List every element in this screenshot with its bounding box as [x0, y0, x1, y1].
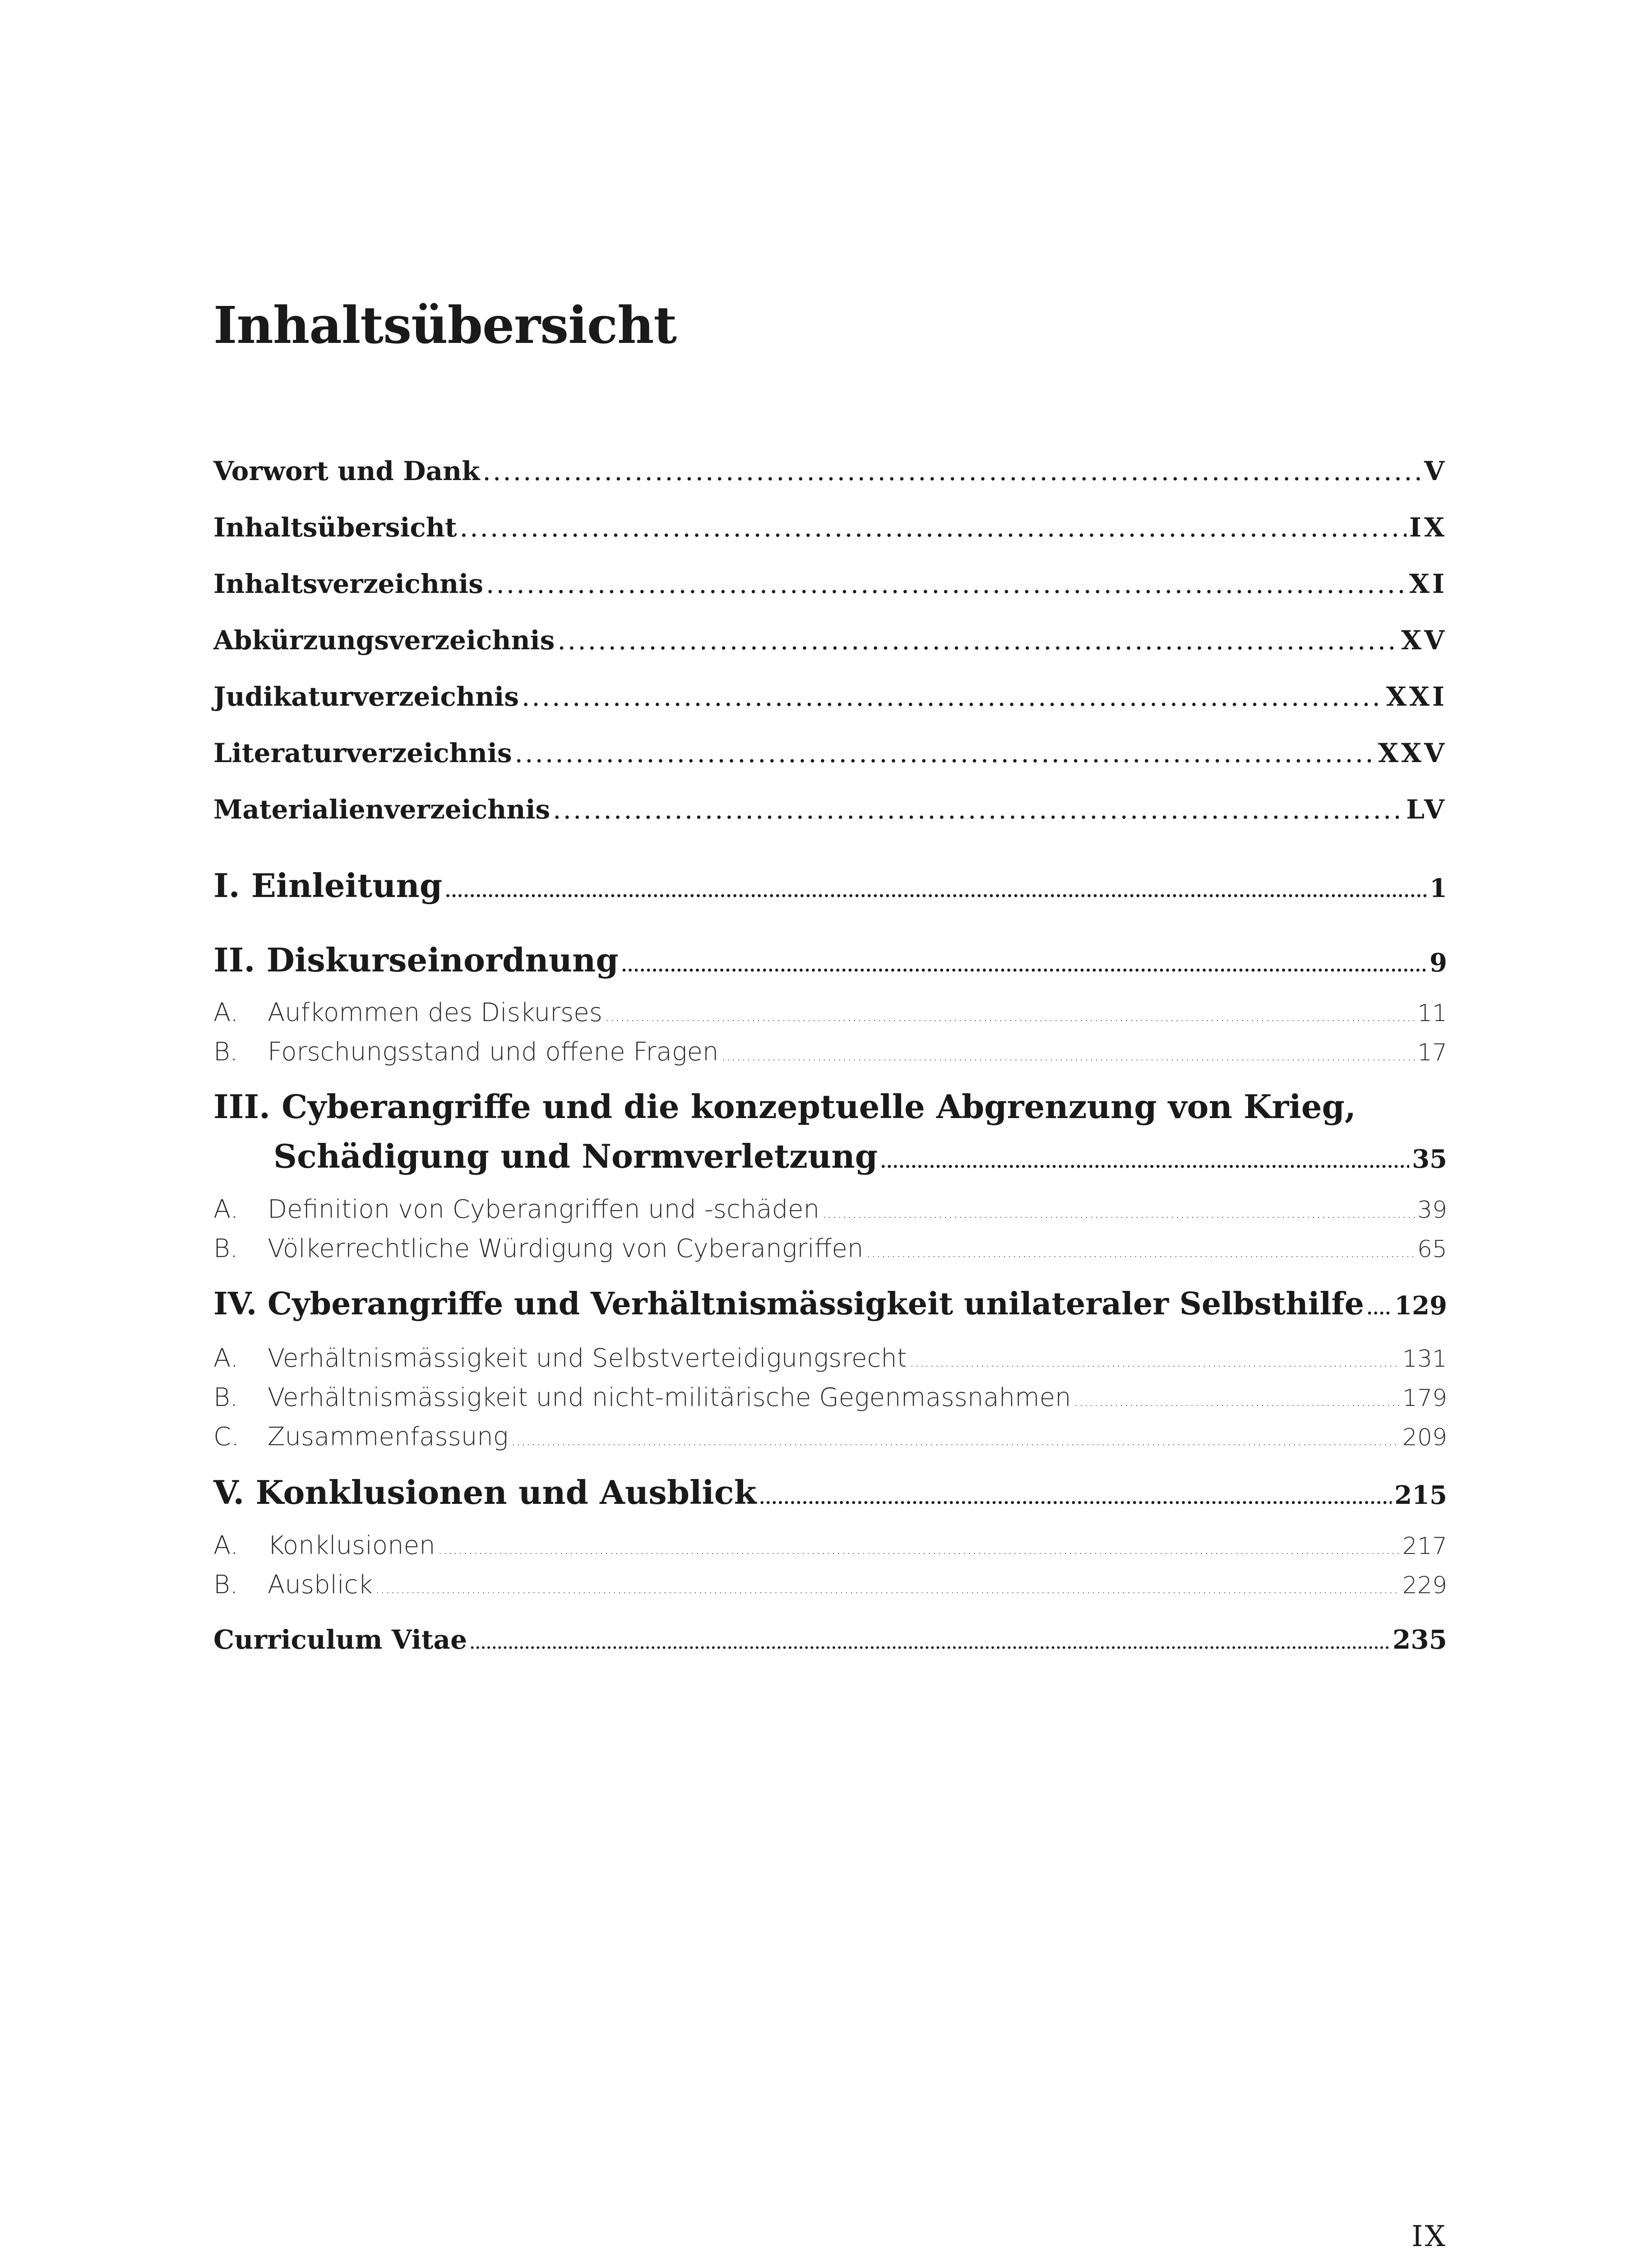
- toc-section[interactable]: [213, 1570, 1447, 1600]
- toc-entry-page: XV: [1401, 625, 1447, 656]
- toc-chapter-page: 35: [1412, 1144, 1447, 1174]
- toc-section[interactable]: [213, 998, 1447, 1027]
- dot-leader: [486, 569, 1407, 599]
- dot-leader: [375, 1580, 1400, 1597]
- dot-leader: [822, 1204, 1415, 1221]
- toc-section-page: 229: [1402, 1572, 1447, 1599]
- toc-section-number: A.: [213, 1195, 239, 1224]
- toc-entry-label: Inhaltsverzeichnis: [213, 569, 483, 599]
- toc-chapter-5[interactable]: [213, 1473, 1447, 1512]
- toc-entry-inhaltsverzeichnis[interactable]: [213, 569, 1447, 599]
- toc-section-page: 11: [1417, 1000, 1447, 1027]
- dot-leader: [460, 512, 1407, 543]
- toc-entry-vorwort[interactable]: [213, 456, 1447, 486]
- toc-section[interactable]: [213, 1344, 1447, 1373]
- dot-leader: [759, 1489, 1392, 1508]
- toc-section-number: B.: [213, 1383, 238, 1412]
- toc-chapter-page: 129: [1394, 1291, 1447, 1321]
- toc-entry-label: Judikaturverzeichnis: [213, 681, 519, 712]
- toc-section-number: A.: [213, 1344, 239, 1373]
- toc-chapter-4[interactable]: [213, 1286, 1447, 1322]
- toc-section-label: Ausblick: [268, 1570, 373, 1600]
- toc-section-label: Forschungsstand und offene Fragen: [268, 1037, 719, 1067]
- toc-entry-label: Materialienverzeichnis: [213, 794, 551, 825]
- dot-leader: [721, 1047, 1414, 1064]
- dot-leader: [482, 456, 1421, 486]
- dot-leader: [557, 625, 1398, 656]
- toc-section-label: Definition von Cyberangriffen und -schäden: [268, 1195, 820, 1224]
- toc-section-label: Zusammenfassung: [268, 1422, 509, 1452]
- page-title: Inhaltsübersicht: [213, 296, 677, 355]
- dot-leader: [511, 1432, 1399, 1449]
- toc-section[interactable]: [213, 1422, 1447, 1452]
- toc-entry-page: V: [1424, 456, 1447, 486]
- toc-entry-inhaltsuebersicht[interactable]: [213, 512, 1447, 543]
- dot-leader: [1074, 1392, 1400, 1410]
- toc-section-page: 39: [1417, 1197, 1447, 1224]
- toc-entry-page: LV: [1406, 794, 1447, 825]
- toc-entry-label: Inhaltsübersicht: [213, 512, 457, 543]
- toc-section-page: 209: [1402, 1424, 1447, 1451]
- toc-section-label: Verhältnismässigkeit und nicht-militärische Gegenmassnahmen: [268, 1383, 1071, 1412]
- toc-entry-page: XXV: [1378, 738, 1447, 768]
- toc-section-number: B.: [213, 1570, 238, 1600]
- toc-section-page: 179: [1402, 1385, 1447, 1412]
- dot-leader: [522, 681, 1384, 712]
- page-number: IX: [1411, 2220, 1447, 2253]
- toc-chapter-label: V. Konklusionen und Ausblick: [213, 1473, 757, 1512]
- toc-section-page: 17: [1417, 1039, 1447, 1066]
- dot-leader: [1367, 1299, 1392, 1318]
- dot-leader: [438, 1540, 1400, 1558]
- toc-entry-page: XXI: [1386, 681, 1447, 712]
- dot-leader: [553, 794, 1403, 825]
- toc-section-number: B.: [213, 1234, 238, 1263]
- toc-entry-literaturverzeichnis[interactable]: [213, 738, 1447, 768]
- dot-leader: [621, 957, 1427, 975]
- toc-section-number: A.: [213, 998, 239, 1027]
- toc-chapter-1[interactable]: [213, 866, 1447, 905]
- toc-section-label: Aufkommen des Diskurses: [268, 998, 602, 1027]
- toc-entry-label: Vorwort und Dank: [213, 456, 480, 486]
- toc-entry-abkuerzungsverzeichnis[interactable]: [213, 625, 1447, 656]
- dot-leader: [866, 1244, 1415, 1261]
- toc-section-page: 65: [1417, 1236, 1447, 1263]
- toc-section[interactable]: [213, 1234, 1447, 1263]
- dot-leader: [515, 738, 1375, 768]
- dot-leader: [910, 1353, 1400, 1370]
- toc-chapter-3-line1[interactable]: III. Cyberangriffe und die konzeptuelle Abgrenzung von Krieg,: [213, 1087, 1356, 1126]
- toc-entry-label: Literaturverzeichnis: [213, 738, 512, 768]
- toc-section-number: A.: [213, 1531, 239, 1560]
- toc-chapter-label: Schädigung und Normverletzung: [273, 1137, 878, 1175]
- toc-entry-judikaturverzeichnis[interactable]: [213, 681, 1447, 712]
- toc-chapter-3[interactable]: [273, 1137, 1447, 1175]
- toc-section-page: 217: [1402, 1533, 1447, 1560]
- toc-section-number: C.: [213, 1422, 239, 1452]
- toc-section-page: 131: [1402, 1345, 1447, 1373]
- toc-section[interactable]: [213, 1195, 1447, 1224]
- toc-section[interactable]: [213, 1037, 1447, 1067]
- toc-entry-curriculum-vitae[interactable]: [213, 1624, 1447, 1655]
- dot-leader: [470, 1635, 1390, 1652]
- toc-chapter-page: 9: [1430, 948, 1447, 978]
- toc-section[interactable]: [213, 1383, 1447, 1412]
- toc-entry-page: 235: [1392, 1624, 1447, 1655]
- dot-leader: [880, 1153, 1409, 1172]
- toc-chapter-label: II. Diskurseinordnung: [213, 941, 619, 979]
- toc-chapter-2[interactable]: [213, 941, 1447, 979]
- toc-section-label: Völkerrechtliche Würdigung von Cyberangriffen: [268, 1234, 864, 1263]
- toc-section-label: Konklusionen: [268, 1531, 435, 1560]
- toc-entry-materialienverzeichnis[interactable]: [213, 794, 1447, 825]
- toc-entry-page: XI: [1409, 569, 1447, 599]
- toc-entry-page: IX: [1409, 512, 1447, 543]
- toc-chapter-label: IV. Cyberangriffe und Verhältnismässigkeit unilateraler Selbsthilfe: [213, 1286, 1364, 1322]
- toc-chapter-page: 1: [1430, 874, 1447, 903]
- toc-entry-label: Abkürzungsverzeichnis: [213, 625, 555, 656]
- dot-leader: [605, 1008, 1415, 1025]
- toc-section[interactable]: [213, 1531, 1447, 1560]
- toc-entry-label: Curriculum Vitae: [213, 1624, 467, 1655]
- toc-chapter-page: 215: [1394, 1480, 1447, 1510]
- toc-section-number: B.: [213, 1037, 238, 1067]
- dot-leader: [445, 882, 1427, 901]
- toc-chapter-label: I. Einleitung: [213, 866, 443, 905]
- toc-section-label: Verhältnismässigkeit und Selbstverteidigungsrecht: [268, 1344, 907, 1373]
